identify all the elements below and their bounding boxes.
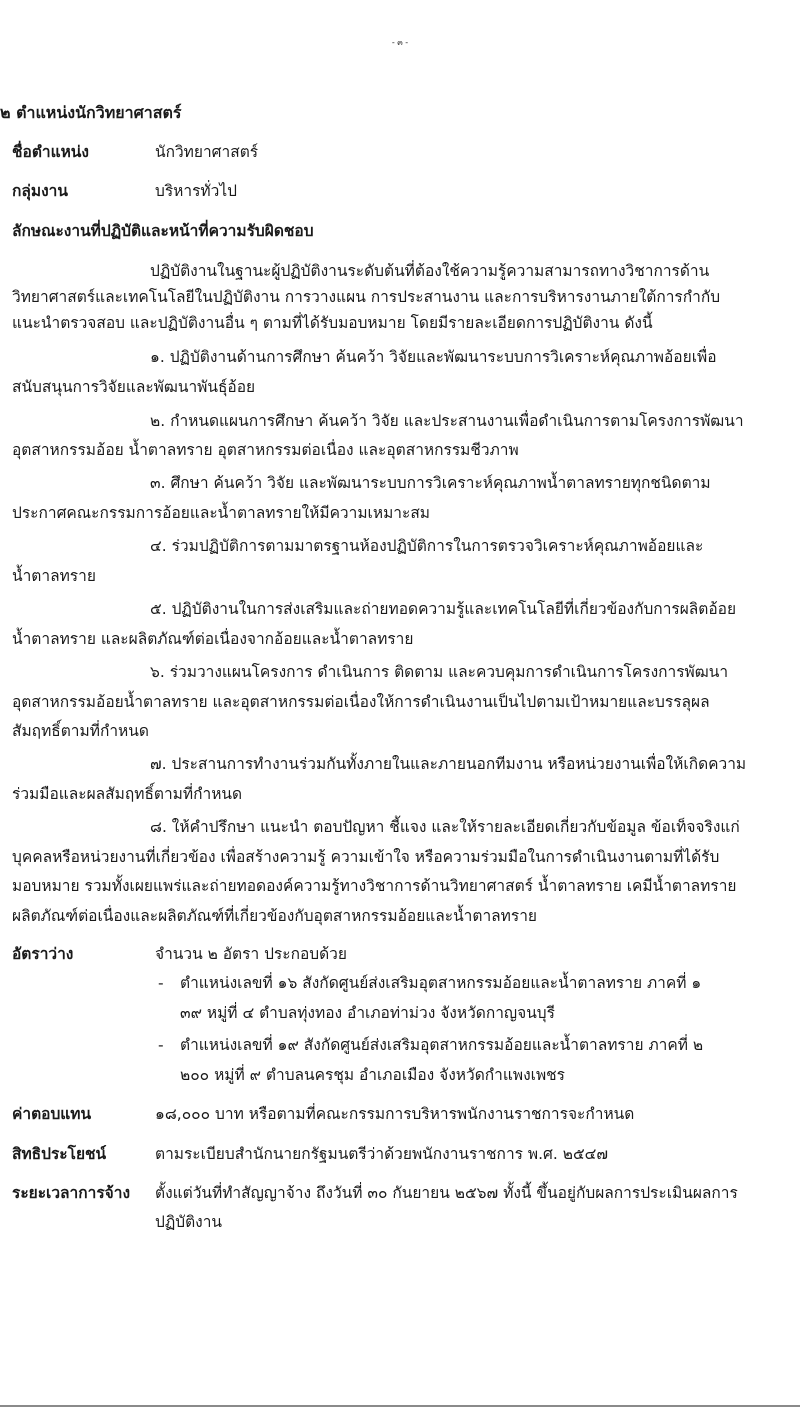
duty-line: ๔. ร่วมปฏิบัติการตามมาตรฐานห้องปฏิบัติการในการตรวจวิเคราะห์คุณภาพอ้อยและ: [150, 537, 704, 555]
duty-line: ประกาศคณะกรรมการอ้อยและน้ำตาลทรายให้มีความเหมาะสม: [12, 504, 431, 522]
group-value: บริหารทั่วไป: [155, 182, 237, 200]
position-label: ชื่อตำแหน่ง: [12, 143, 89, 161]
group-label: กลุ่มงาน: [12, 182, 68, 200]
duty-line: ๗. ประสานการทำงานร่วมกันทั้งภายในและภายนอกทีมงาน หรือหน่วยงานเพื่อให้เกิดความ: [150, 755, 747, 773]
duty-line: ร่วมมือและผลสัมฤทธิ์ตามที่กำหนด: [12, 785, 243, 803]
list-bullet: -: [158, 974, 164, 992]
term-value-line: ตั้งแต่วันที่ทำสัญญาจ้าง ถึงวันที่ ๓๐ กันยายน ๒๕๖๗ ทั้งนี้ ขึ้นอยู่กับผลการประเมินผลการ: [155, 1184, 738, 1202]
duty-line: ผลิตภัณฑ์ต่อเนื่องและผลิตภัณฑ์ที่เกี่ยวข้องกับอุตสาหกรรมอ้อยและน้ำตาลทราย: [12, 907, 537, 925]
benefits-value: ตามระเบียบสำนักนายกรัฐมนตรีว่าด้วยพนักงานราชการ พ.ศ. ๒๕๔๗: [155, 1145, 609, 1163]
bottom-rule: [0, 1405, 800, 1407]
duty-line: อุตสาหกรรมอ้อยน้ำตาลทราย และอุตสาหกรรมต่อเนื่องให้การดำเนินงานเป็นไปตามเป้าหมายและบรรลุผล: [12, 693, 710, 711]
vacancy-label: อัตราว่าง: [12, 945, 74, 963]
duty-line: ๑. ปฏิบัติงานด้านการศึกษา ค้นคว้า วิจัยและพัฒนาระบบการวิเคราะห์คุณภาพอ้อยเพื่อ: [150, 348, 717, 366]
duty-line: ๕. ปฏิบัติงานในการส่งเสริมและถ่ายทอดความรู้และเทคโนโลยีที่เกี่ยวข้องกับการผลิตอ้อย: [150, 600, 737, 618]
intro-line: วิทยาศาสตร์และเทคโนโลยีในปฏิบัติงาน การวางแผน การประสานงาน และการบริหารงานภายใต้การกำกับ: [12, 288, 721, 306]
duty-line: มอบหมาย รวมทั้งเผยแพร่และถ่ายทอดองค์ความรู้ทางวิชาการด้านวิทยาศาสตร์ น้ำตาลทราย เคมีน้ำตาลทราย: [12, 877, 737, 895]
page-number: - ๓ -: [391, 38, 409, 47]
term-value-line: ปฏิบัติงาน: [155, 1213, 223, 1231]
section-title: ๒ ตำแหน่งนักวิทยาศาสตร์: [0, 103, 182, 122]
term-label: ระยะเวลาการจ้าง: [12, 1184, 131, 1202]
intro-line: ปฏิบัติงานในฐานะผู้ปฏิบัติงานระดับต้นที่ต้องใช้ความรู้ความสามารถทางวิชาการด้าน: [150, 262, 710, 280]
salary-label: ค่าตอบแทน: [12, 1105, 92, 1123]
vacancy-item-line: ๓๙ หมู่ที่ ๔ ตำบลทุ่งทอง อำเภอท่าม่วง จังหวัดกาญจนบุรี: [180, 1004, 555, 1022]
position-value: นักวิทยาศาสตร์: [155, 143, 259, 161]
vacancy-value: จำนวน ๒ อัตรา ประกอบด้วย: [155, 945, 347, 963]
intro-line: แนะนำตรวจสอบ และปฏิบัติงานอื่น ๆ ตามที่ได้รับมอบหมาย โดยมีรายละเอียดการปฏิบัติงาน ดังนี้: [12, 314, 653, 332]
duty-line: ๖. ร่วมวางแผนโครงการ ดำเนินการ ติดตาม และควบคุมการดำเนินการโครงการพัฒนา: [150, 663, 729, 681]
duty-line: บุคคลหรือหน่วยงานที่เกี่ยวข้อง เพื่อสร้างความรู้ ความเข้าใจ หรือความร่วมมือในการดำเนินงานตามที่ได้รับ: [12, 848, 720, 866]
duty-line: น้ำตาลทราย และผลิตภัณฑ์ต่อเนื่องจากอ้อยและน้ำตาลทราย: [12, 630, 414, 648]
duty-line: น้ำตาลทราย: [12, 567, 96, 585]
duty-line: อุตสาหกรรมอ้อย น้ำตาลทราย อุตสาหกรรมต่อเนื่อง และอุตสาหกรรมชีวภาพ: [12, 441, 519, 459]
duty-line: ๘. ให้คำปรึกษา แนะนำ ตอบปัญหา ชี้แจง และให้รายละเอียดเกี่ยวกับข้อมูล ข้อเท็จจริงแก่: [150, 818, 740, 836]
salary-value: ๑๘,๐๐๐ บาท หรือตามที่คณะกรรมการบริหารพนักงานราชการจะกำหนด: [155, 1105, 635, 1123]
benefits-label: สิทธิประโยชน์: [12, 1145, 107, 1163]
duty-line: ๓. ศึกษา ค้นคว้า วิจัย และพัฒนาระบบการวิเคราะห์คุณภาพน้ำตาลทรายทุกชนิดตาม: [150, 474, 711, 492]
vacancy-item-line: ตำแหน่งเลขที่ ๑๖ สังกัดศูนย์ส่งเสริมอุตสาหกรรมอ้อยและน้ำตาลทราย ภาคที่ ๑: [180, 974, 702, 992]
list-bullet: -: [158, 1036, 164, 1054]
duties-heading: ลักษณะงานที่ปฏิบัติและหน้าที่ความรับผิดชอบ: [12, 222, 314, 240]
duty-line: สัมฤทธิ์ตามที่กำหนด: [12, 722, 149, 740]
duty-line: ๒. กำหนดแผนการศึกษา ค้นคว้า วิจัย และประสานงานเพื่อดำเนินการตามโครงการพัฒนา: [150, 412, 744, 430]
duty-line: สนับสนุนการวิจัยและพัฒนาพันธุ์อ้อย: [12, 378, 256, 396]
vacancy-item-line: ตำแหน่งเลขที่ ๑๙ สังกัดศูนย์ส่งเสริมอุตสาหกรรมอ้อยและน้ำตาลทราย ภาคที่ ๒: [180, 1036, 704, 1054]
vacancy-item-line: ๒๐๐ หมู่ที่ ๙ ตำบลนครชุม อำเภอเมือง จังหวัดกำแพงเพชร: [180, 1066, 566, 1084]
